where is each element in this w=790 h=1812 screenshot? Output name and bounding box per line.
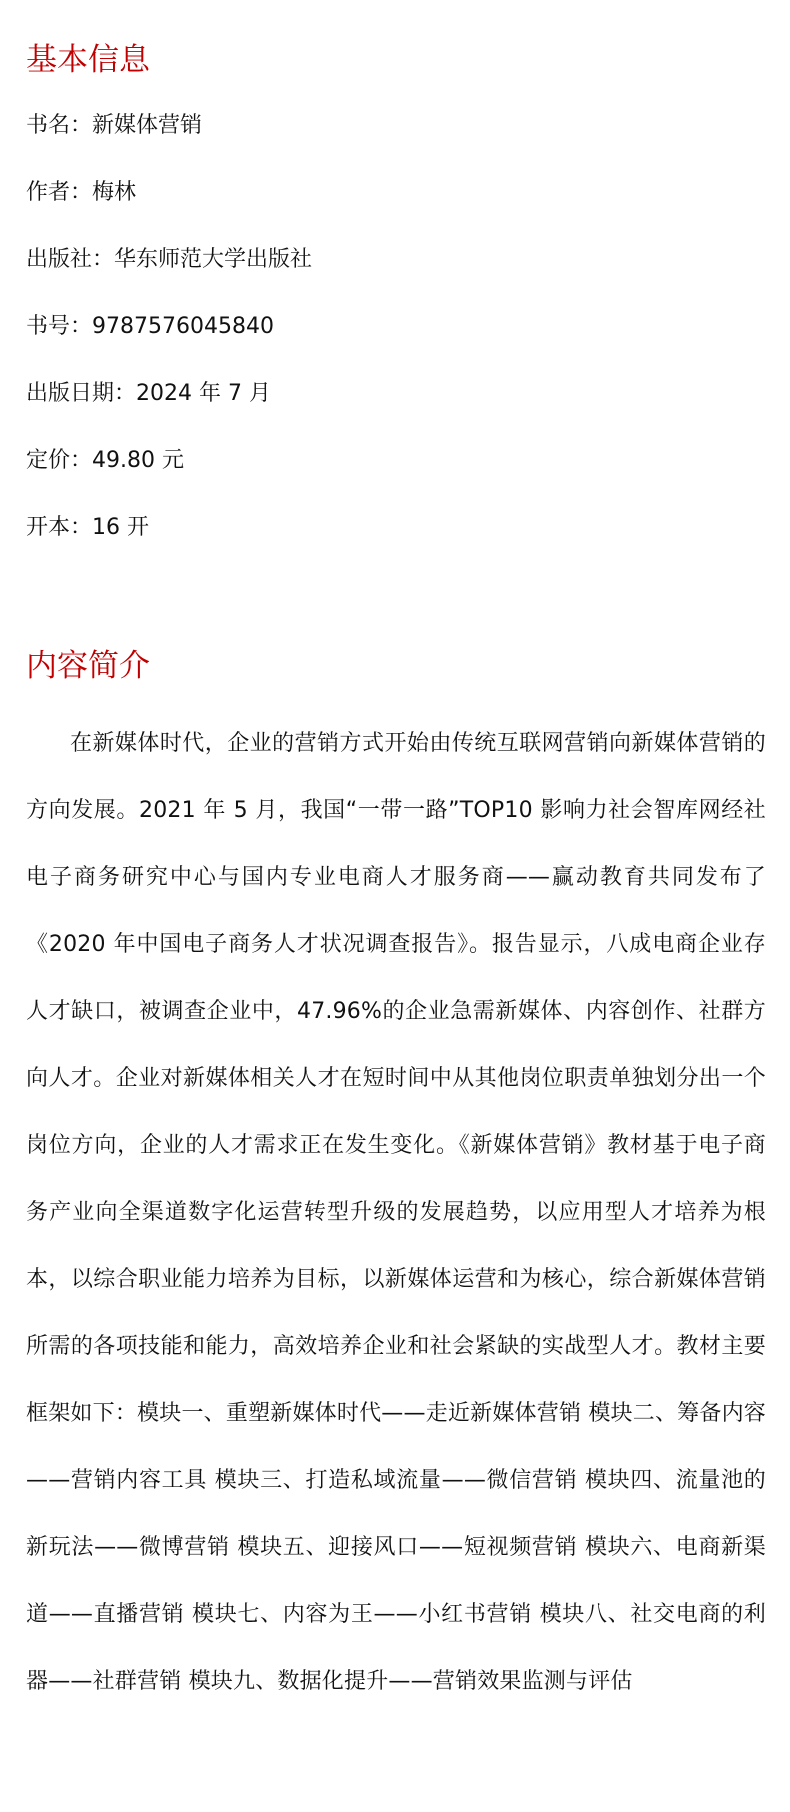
info-row-publisher: 出版社：华东师范大学出版社 xyxy=(26,247,313,272)
basic-info-heading: 基本信息 xyxy=(26,42,150,78)
intro-heading: 内容简介 xyxy=(26,648,150,684)
info-row-author: 作者：梅林 xyxy=(26,180,137,205)
info-row-title: 书名：新媒体营销 xyxy=(26,113,203,138)
info-row-isbn: 书号：9787576045840 xyxy=(26,314,274,339)
info-row-format: 开本：16 开 xyxy=(26,515,149,540)
info-row-publish-date: 出版日期：2024 年 7 月 xyxy=(26,381,271,406)
intro-paragraph: 在新媒体时代，企业的营销方式开始由传统互联网营销向新媒体营销的方向发展。2021 年 5 月，我国“一带一路”TOP10 影响力社会智库网经社电子商务研究中心与国内专业电商人才服务商——赢动教育共同发布了《2020 年中国电子商务人才状况调查报告》。报告显示，八成电商企业存人才缺口，被调查企业中，47.96%的企业急需新媒体、内容创作、社群方向人才。企业对新媒体相关人才在短时间中从其他岗位职责单独划分出一个岗位方向，企业的人才需求正在发生变化。《新媒体营销》教材基于电子商务产业向全渠道数字化运营转型升级的发展趋势，以应用型人才培养为根本，以综合职业能力培养为目标，以新媒体运营和为核心，综合新媒体营销所需的各项技能和能力，高效培养企业和社会紧缺的实战型人才。教材主要框架如下：模块一、重塑新媒体时代——走近新媒体营销 模块二、筹备内容——营销内容工具 模块三、打造私域流量——微信营销 模块四、流量池的新玩法——微博营销 模块五、迎接风口——短视频营销 模块六、电商新渠道——直播营销 模块七、内容为王——小红书营销 模块八、社交电商的利器——社群营销 模块九、数据化提升——营销效果监测与评估 xyxy=(26,731,766,1694)
info-row-price: 定价：49.80 元 xyxy=(26,448,184,473)
basic-info-list xyxy=(26,106,312,575)
